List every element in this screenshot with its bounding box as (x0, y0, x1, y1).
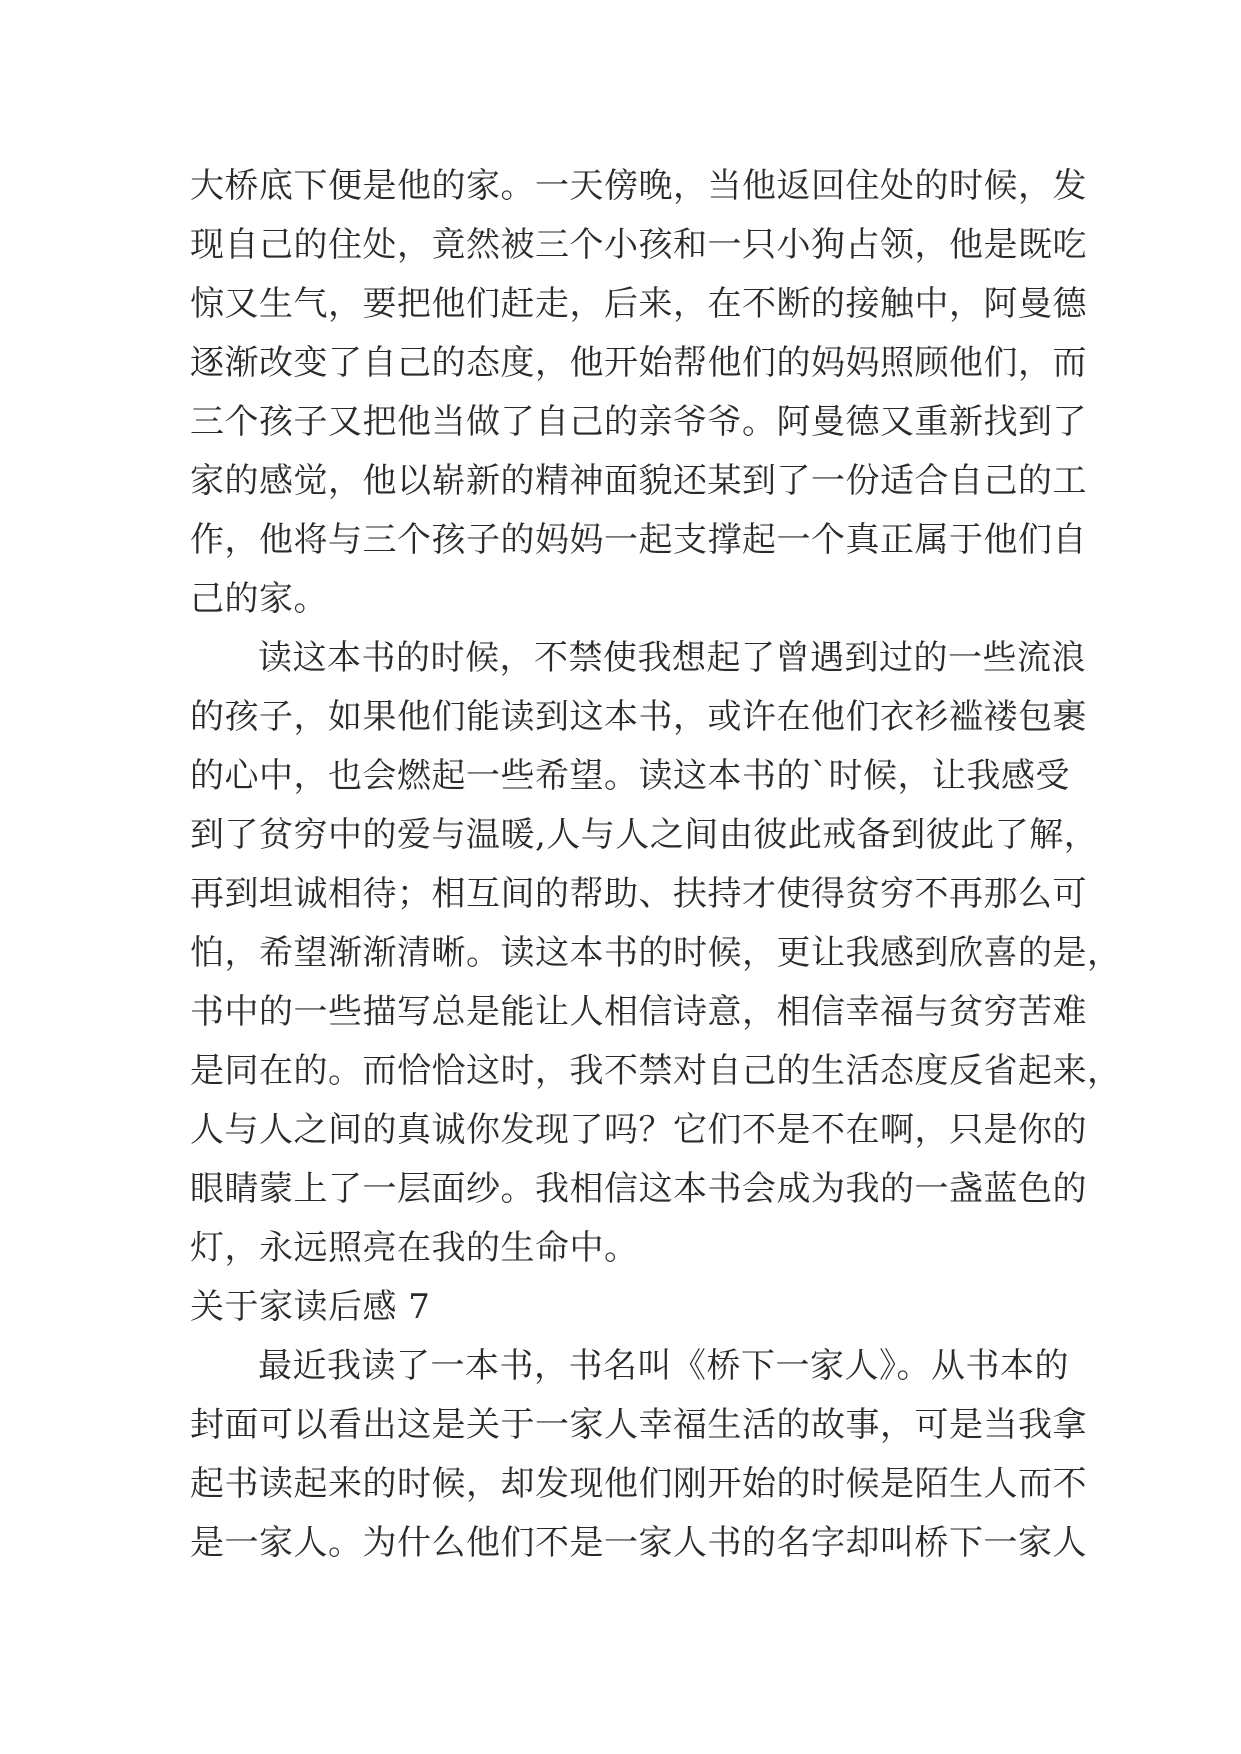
text-line: 三个孩子又把他当做了自己的亲爷爷。阿曼德又重新找到了 (190, 402, 1087, 442)
section-heading: 关于家读后感 7 (190, 1287, 431, 1327)
text-line: 再到坦诚相待；相互间的帮助、扶持才使得贫穷不再那么可 (190, 874, 1087, 914)
text-line: 作，他将与三个孩子的妈妈一起支撑起一个真正属于他们自 (190, 520, 1087, 560)
text-line: 书中的一些描写总是能让人相信诗意，相信幸福与贫穷苦难 (190, 992, 1087, 1032)
text-line: 的孩子，如果他们能读到这本书，或许在他们衣衫褴褛包裹 (190, 697, 1087, 737)
text-line: 眼睛蒙上了一层面纱。我相信这本书会成为我的一盏蓝色的 (190, 1169, 1087, 1209)
text-line: 是一家人。为什么他们不是一家人书的名字却叫桥下一家人 (190, 1523, 1087, 1563)
text-line: 逐渐改变了自己的态度，他开始帮他们的妈妈照顾他们，而 (190, 343, 1087, 383)
text-line: 的心中，也会燃起一些希望。读这本书的`时候，让我感受 (190, 756, 1070, 796)
text-line: 到了贫穷中的爱与温暖,人与人之间由彼此戒备到彼此了解， (190, 815, 1099, 855)
text-line: 是同在的。而恰恰这时，我不禁对自己的生活态度反省起来， (190, 1051, 1122, 1091)
text-line: 封面可以看出这是关于一家人幸福生活的故事，可是当我拿 (190, 1405, 1087, 1445)
text-line: 起书读起来的时候，却发现他们刚开始的时候是陌生人而不 (190, 1464, 1087, 1504)
paragraph-intro (190, 1337, 1087, 1573)
text-line: 家的感觉，他以崭新的精神面貌还某到了一份适合自己的工 (190, 461, 1087, 501)
document-body (190, 157, 1122, 1573)
paragraph-reflection (190, 629, 1122, 1278)
text-line: 己的家。 (190, 579, 328, 619)
text-line: 怕，希望渐渐清晰。读这本书的时候，更让我感到欣喜的是， (190, 933, 1122, 973)
text-line: 现自己的住处，竟然被三个小孩和一只小狗占领，他是既吃 (190, 225, 1087, 265)
text-line: 最近我读了一本书，书名叫《桥下一家人》。从书本的 (258, 1346, 1069, 1386)
text-line: 大桥底下便是他的家。一天傍晚，当他返回住处的时候，发 (190, 166, 1087, 206)
text-line: 读这本书的时候，不禁使我想起了曾遇到过的一些流浪 (258, 638, 1086, 678)
text-line: 惊又生气，要把他们赶走，后来，在不断的接触中，阿曼德 (190, 284, 1087, 324)
text-line: 人与人之间的真诚你发现了吗？它们不是不在啊，只是你的 (190, 1110, 1087, 1150)
paragraph-continuation (190, 157, 1087, 629)
text-line: 灯，永远照亮在我的生命中。 (190, 1228, 639, 1268)
